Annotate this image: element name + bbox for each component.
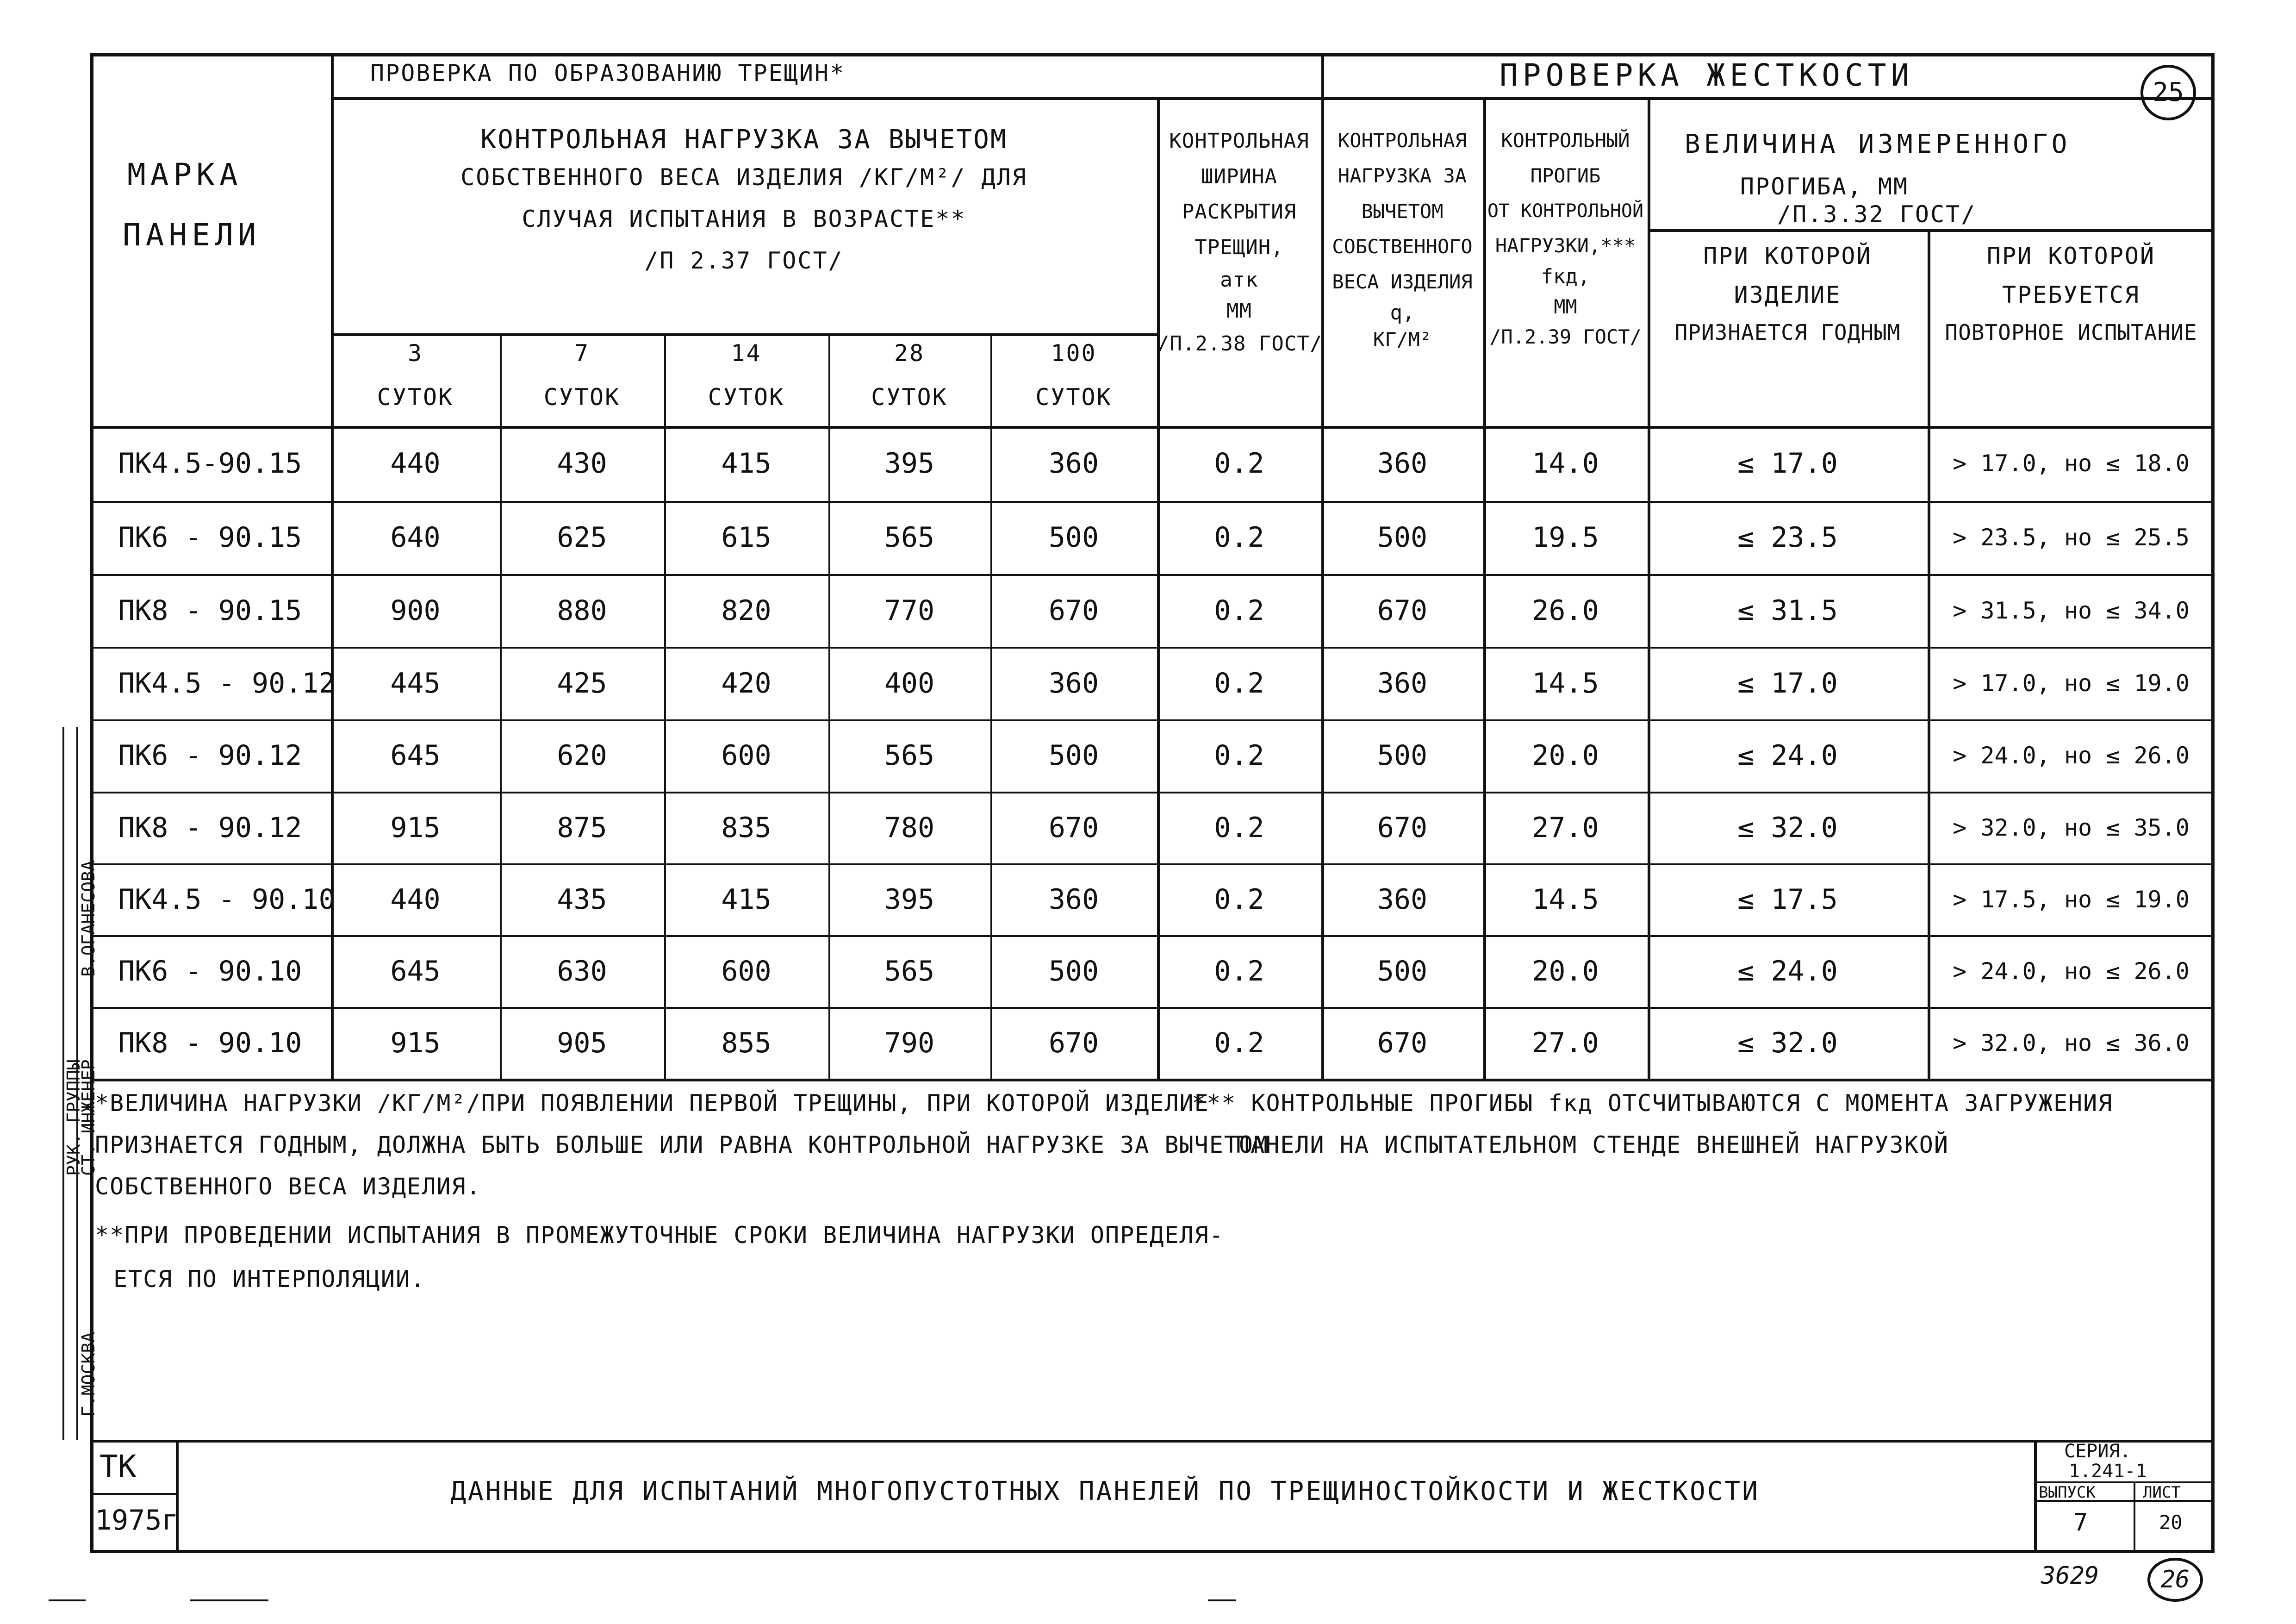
page-number-bottom: 26 — [2147, 1558, 2203, 1602]
cell-retest: > 32.0, но ≤ 36.0 — [1953, 1029, 2190, 1056]
cell-width: 0.2 — [1214, 955, 1264, 987]
cell-fit: ≤ 23.5 — [1737, 521, 1838, 554]
cell-d100: 670 — [1048, 594, 1099, 627]
cell-fit: ≤ 24.0 — [1737, 955, 1838, 987]
cell-retest: > 17.0, но ≤ 19.0 — [1953, 669, 2190, 697]
cell-f: 20.0 — [1532, 955, 1599, 987]
cell-d28: 400 — [884, 667, 935, 700]
retest-header: ПРИ КОТОРОЙ ТРЕБУЕТСЯ ПОВТОРНОЕ ИСПЫТАНИЕ — [1945, 243, 2197, 345]
grid-line — [331, 333, 1157, 336]
cell-d100: 360 — [1048, 447, 1099, 480]
cell-mark: ПК6 - 90.10 — [118, 955, 302, 987]
stamp-name: В.ОГАНЕСОВА — [78, 860, 99, 977]
cell-retest: > 24.0, но ≤ 26.0 — [1953, 742, 2190, 769]
age-7-number: 7 — [574, 340, 590, 367]
control-load-header-4: /П 2.37 ГОСТ/ — [644, 247, 844, 274]
scan-mark — [1208, 1599, 1236, 1601]
cell-d3: 645 — [390, 739, 441, 772]
cell-mark: ПК8 - 90.15 — [118, 594, 302, 627]
stiffness-check-header: ПРОВЕРКА ЖЕСТКОСТИ — [1500, 57, 1914, 93]
grid-line — [2134, 1481, 2135, 1553]
age-3-unit: СУТОК — [377, 384, 454, 411]
cell-width: 0.2 — [1214, 447, 1264, 480]
note-1-line-2: ПРИЗНАЕТСЯ ГОДНЫМ, ДОЛЖНА БЫТЬ БОЛЬШЕ ИЛИ РАВНА КОНТРОЛЬНОЙ НАГРУЗКЕ ЗА ВЫЧЕТОМ — [95, 1131, 1269, 1158]
stiffness-load-header: КОНТРОЛЬНАЯ НАГРУЗКА ЗА ВЫЧЕТОМ СОБСТВЕННОГО ВЕСА ИЗДЕЛИЯ q, КГ/М² — [1332, 129, 1473, 351]
cell-q: 670 — [1377, 1026, 1428, 1059]
cell-fit: ≤ 17.0 — [1737, 667, 1838, 700]
age-7-unit: СУТОК — [543, 384, 621, 411]
cell-f: 20.0 — [1532, 739, 1599, 772]
cell-d100: 500 — [1048, 521, 1099, 554]
cell-d100: 360 — [1048, 883, 1099, 916]
stamp-role-1: РУК. ГРУППЫ — [63, 1059, 84, 1176]
cell-width: 0.2 — [1214, 811, 1264, 844]
cell-fit: ≤ 24.0 — [1737, 739, 1838, 772]
cell-fit: ≤ 32.0 — [1737, 1026, 1838, 1059]
cell-d14: 600 — [721, 739, 772, 772]
cell-d7: 430 — [557, 447, 607, 480]
series-value: 1.241-1 — [2069, 1461, 2147, 1482]
cell-mark: ПК4.5 - 90.10 — [118, 883, 336, 916]
grid-line — [1648, 229, 2215, 232]
cell-q: 360 — [1377, 883, 1428, 916]
cell-d3: 640 — [390, 521, 441, 554]
cell-fit: ≤ 17.0 — [1737, 447, 1838, 480]
cell-fit: ≤ 32.0 — [1737, 811, 1838, 844]
cell-width: 0.2 — [1214, 594, 1264, 627]
cell-d28: 790 — [884, 1026, 935, 1059]
cell-d14: 600 — [721, 955, 772, 987]
cell-d28: 565 — [884, 739, 935, 772]
measured-deflection-header-3: /П.3.32 ГОСТ/ — [1777, 201, 1977, 228]
cell-width: 0.2 — [1214, 1026, 1264, 1059]
cell-d28: 780 — [884, 811, 935, 844]
issue-label: ВЫПУСК — [2039, 1483, 2096, 1502]
cell-f: 26.0 — [1532, 594, 1599, 627]
panel-mark-header-1: МАРКА — [127, 157, 243, 193]
cell-d7: 905 — [557, 1026, 607, 1059]
cell-mark: ПК4.5 - 90.12 — [118, 667, 336, 700]
cell-d3: 900 — [390, 594, 441, 627]
cell-retest: > 23.5, но ≤ 25.5 — [1953, 524, 2190, 551]
note-3-line-1: *** КОНТРОЛЬНЫЕ ПРОГИБЫ fкд ОТСЧИТЫВАЮТСЯ С МОМЕНТА ЗАГРУЖЕНИЯ — [1192, 1090, 2113, 1117]
cell-q: 500 — [1377, 955, 1428, 987]
issue-value: 7 — [2073, 1509, 2088, 1537]
stamp-role-2: СТ. ИНЖЕНЕР — [78, 1059, 99, 1176]
control-load-header-1: КОНТРОЛЬНАЯ НАГРУЗКА ЗА ВЫЧЕТОМ — [480, 125, 1008, 155]
cell-d3: 915 — [390, 811, 441, 844]
cell-d14: 615 — [721, 521, 772, 554]
cell-retest: > 32.0, но ≤ 35.0 — [1953, 814, 2190, 841]
cell-mark: ПК8 - 90.10 — [118, 1026, 302, 1059]
stamp-city: Г.МОСКВА — [78, 1331, 99, 1417]
cell-d7: 425 — [557, 667, 607, 700]
measured-deflection-header-1: ВЕЛИЧИНА ИЗМЕРЕННОГО — [1685, 129, 2071, 159]
cell-mark: ПК6 - 90.12 — [118, 739, 302, 772]
cell-d14: 820 — [721, 594, 772, 627]
cell-d28: 395 — [884, 883, 935, 916]
cell-d100: 500 — [1048, 739, 1099, 772]
age-14-unit: СУТОК — [708, 384, 785, 411]
cell-q: 670 — [1377, 811, 1428, 844]
age-100-number: 100 — [1051, 340, 1097, 367]
cell-f: 27.0 — [1532, 811, 1599, 844]
cell-mark: ПК8 - 90.12 — [118, 811, 302, 844]
note-1-line-3: СОБСТВЕННОГО ВЕСА ИЗДЕЛИЯ. — [95, 1173, 481, 1200]
cell-mark: ПК4.5-90.15 — [118, 447, 302, 480]
panel-mark-header-2: ПАНЕЛИ — [123, 217, 261, 253]
cell-d3: 440 — [390, 447, 441, 480]
cell-d14: 855 — [721, 1026, 772, 1059]
note-3-line-2: ПАНЕЛИ НА ИСПЫТАТЕЛЬНОМ СТЕНДЕ ВНЕШНЕЙ НАГРУЗКОЙ — [1236, 1131, 1949, 1158]
series-label: СЕРИЯ. — [2064, 1441, 2131, 1462]
cell-d100: 500 — [1048, 955, 1099, 987]
control-load-header-2: СОБСТВЕННОГО ВЕСА ИЗДЕЛИЯ /КГ/М²/ ДЛЯ — [460, 164, 1027, 191]
age-28-number: 28 — [894, 340, 925, 367]
cell-d100: 670 — [1048, 811, 1099, 844]
cell-retest: > 17.5, но ≤ 19.0 — [1953, 886, 2190, 913]
cell-q: 500 — [1377, 739, 1428, 772]
year: 1975г — [95, 1504, 179, 1537]
note-1-line-1: *ВЕЛИЧИНА НАГРУЗКИ /КГ/М²/ПРИ ПОЯВЛЕНИИ ПЕРВОЙ ТРЕЩИНЫ, ПРИ КОТОРОЙ ИЗДЕЛИЕ — [95, 1090, 1209, 1117]
scan-mark — [49, 1599, 86, 1601]
cell-d14: 415 — [721, 883, 772, 916]
cell-d3: 915 — [390, 1026, 441, 1059]
sheet-label: ЛИСТ — [2143, 1483, 2181, 1502]
cell-q: 670 — [1377, 594, 1428, 627]
grid-line — [90, 1440, 2215, 1443]
cell-d7: 630 — [557, 955, 607, 987]
cell-retest: > 17.0, но ≤ 18.0 — [1953, 450, 2190, 477]
cell-retest: > 24.0, но ≤ 26.0 — [1953, 957, 2190, 985]
measured-deflection-header-2: ПРОГИБА, ММ — [1740, 173, 1909, 200]
cell-f: 14.5 — [1532, 883, 1599, 916]
cell-d7: 435 — [557, 883, 607, 916]
cell-d7: 875 — [557, 811, 607, 844]
cell-f: 19.5 — [1532, 521, 1599, 554]
cell-f: 14.5 — [1532, 667, 1599, 700]
deflection-header: КОНТРОЛЬНЫЙ ПРОГИБ ОТ КОНТРОЛЬНОЙ НАГРУЗКИ,*** fкд, ММ /П.2.39 ГОСТ/ — [1487, 129, 1644, 348]
cell-width: 0.2 — [1214, 739, 1264, 772]
crack-check-header: ПРОВЕРКА ПО ОБРАЗОВАНИЮ ТРЕЩИН* — [370, 60, 846, 87]
cell-fit: ≤ 17.5 — [1737, 883, 1838, 916]
age-3-number: 3 — [407, 340, 423, 367]
sheet-value: 20 — [2159, 1511, 2183, 1534]
cell-fit: ≤ 31.5 — [1737, 594, 1838, 627]
note-2-line-2: ЕТСЯ ПО ИНТЕРПОЛЯЦИИ. — [113, 1266, 426, 1293]
cell-d3: 645 — [390, 955, 441, 987]
org-code: ТК — [100, 1449, 137, 1484]
cell-d28: 565 — [884, 955, 935, 987]
cell-d7: 620 — [557, 739, 607, 772]
age-14-number: 14 — [731, 340, 762, 367]
grid-line — [331, 97, 2215, 100]
cell-f: 14.0 — [1532, 447, 1599, 480]
cell-d7: 625 — [557, 521, 607, 554]
cell-d14: 415 — [721, 447, 772, 480]
note-2-line-1: **ПРИ ПРОВЕДЕНИИ ИСПЫТАНИЯ В ПРОМЕЖУТОЧНЫЕ СРОКИ ВЕЛИЧИНА НАГРУЗКИ ОПРЕДЕЛЯ- — [95, 1222, 1224, 1249]
page-number-top: 25 — [2140, 65, 2196, 120]
scan-mark — [190, 1599, 268, 1601]
cell-d28: 770 — [884, 594, 935, 627]
cell-q: 360 — [1377, 447, 1428, 480]
cell-mark: ПК6 - 90.15 — [118, 521, 302, 554]
cell-d28: 565 — [884, 521, 935, 554]
control-load-header-3: СЛУЧАЯ ИСПЫТАНИЯ В ВОЗРАСТЕ** — [522, 206, 966, 232]
cell-d3: 440 — [390, 883, 441, 916]
drawing-title: ДАННЫЕ ДЛЯ ИСПЫТАНИЙ МНОГОПУСТОТНЫХ ПАНЕЛЕЙ ПО ТРЕЩИНОСТОЙКОСТИ И ЖЕСТКОСТИ — [450, 1476, 1760, 1506]
cell-width: 0.2 — [1214, 521, 1264, 554]
cell-d3: 445 — [390, 667, 441, 700]
cell-d28: 395 — [884, 447, 935, 480]
crack-width-header: КОНТРОЛЬНАЯ ШИРИНА РАСКРЫТИЯ ТРЕЩИН, aтк ММ /П.2.38 ГОСТ/ — [1157, 129, 1323, 356]
cell-width: 0.2 — [1214, 883, 1264, 916]
cell-d100: 670 — [1048, 1026, 1099, 1059]
cell-q: 500 — [1377, 521, 1428, 554]
grid-line — [90, 1493, 176, 1495]
fit-header: ПРИ КОТОРОЙ ИЗДЕЛИЕ ПРИЗНАЕТСЯ ГОДНЫМ — [1674, 243, 1901, 345]
archive-number: 3629 — [2041, 1562, 2099, 1590]
age-100-unit: СУТОК — [1035, 384, 1112, 411]
cell-d100: 360 — [1048, 667, 1099, 700]
cell-d14: 835 — [721, 811, 772, 844]
cell-width: 0.2 — [1214, 667, 1264, 700]
age-28-unit: СУТОК — [871, 384, 948, 411]
grid-line — [2034, 1440, 2037, 1553]
cell-q: 360 — [1377, 667, 1428, 700]
cell-d14: 420 — [721, 667, 772, 700]
cell-f: 27.0 — [1532, 1026, 1599, 1059]
grid-line — [90, 1079, 2215, 1081]
cell-d7: 880 — [557, 594, 607, 627]
cell-retest: > 31.5, но ≤ 34.0 — [1953, 597, 2190, 624]
